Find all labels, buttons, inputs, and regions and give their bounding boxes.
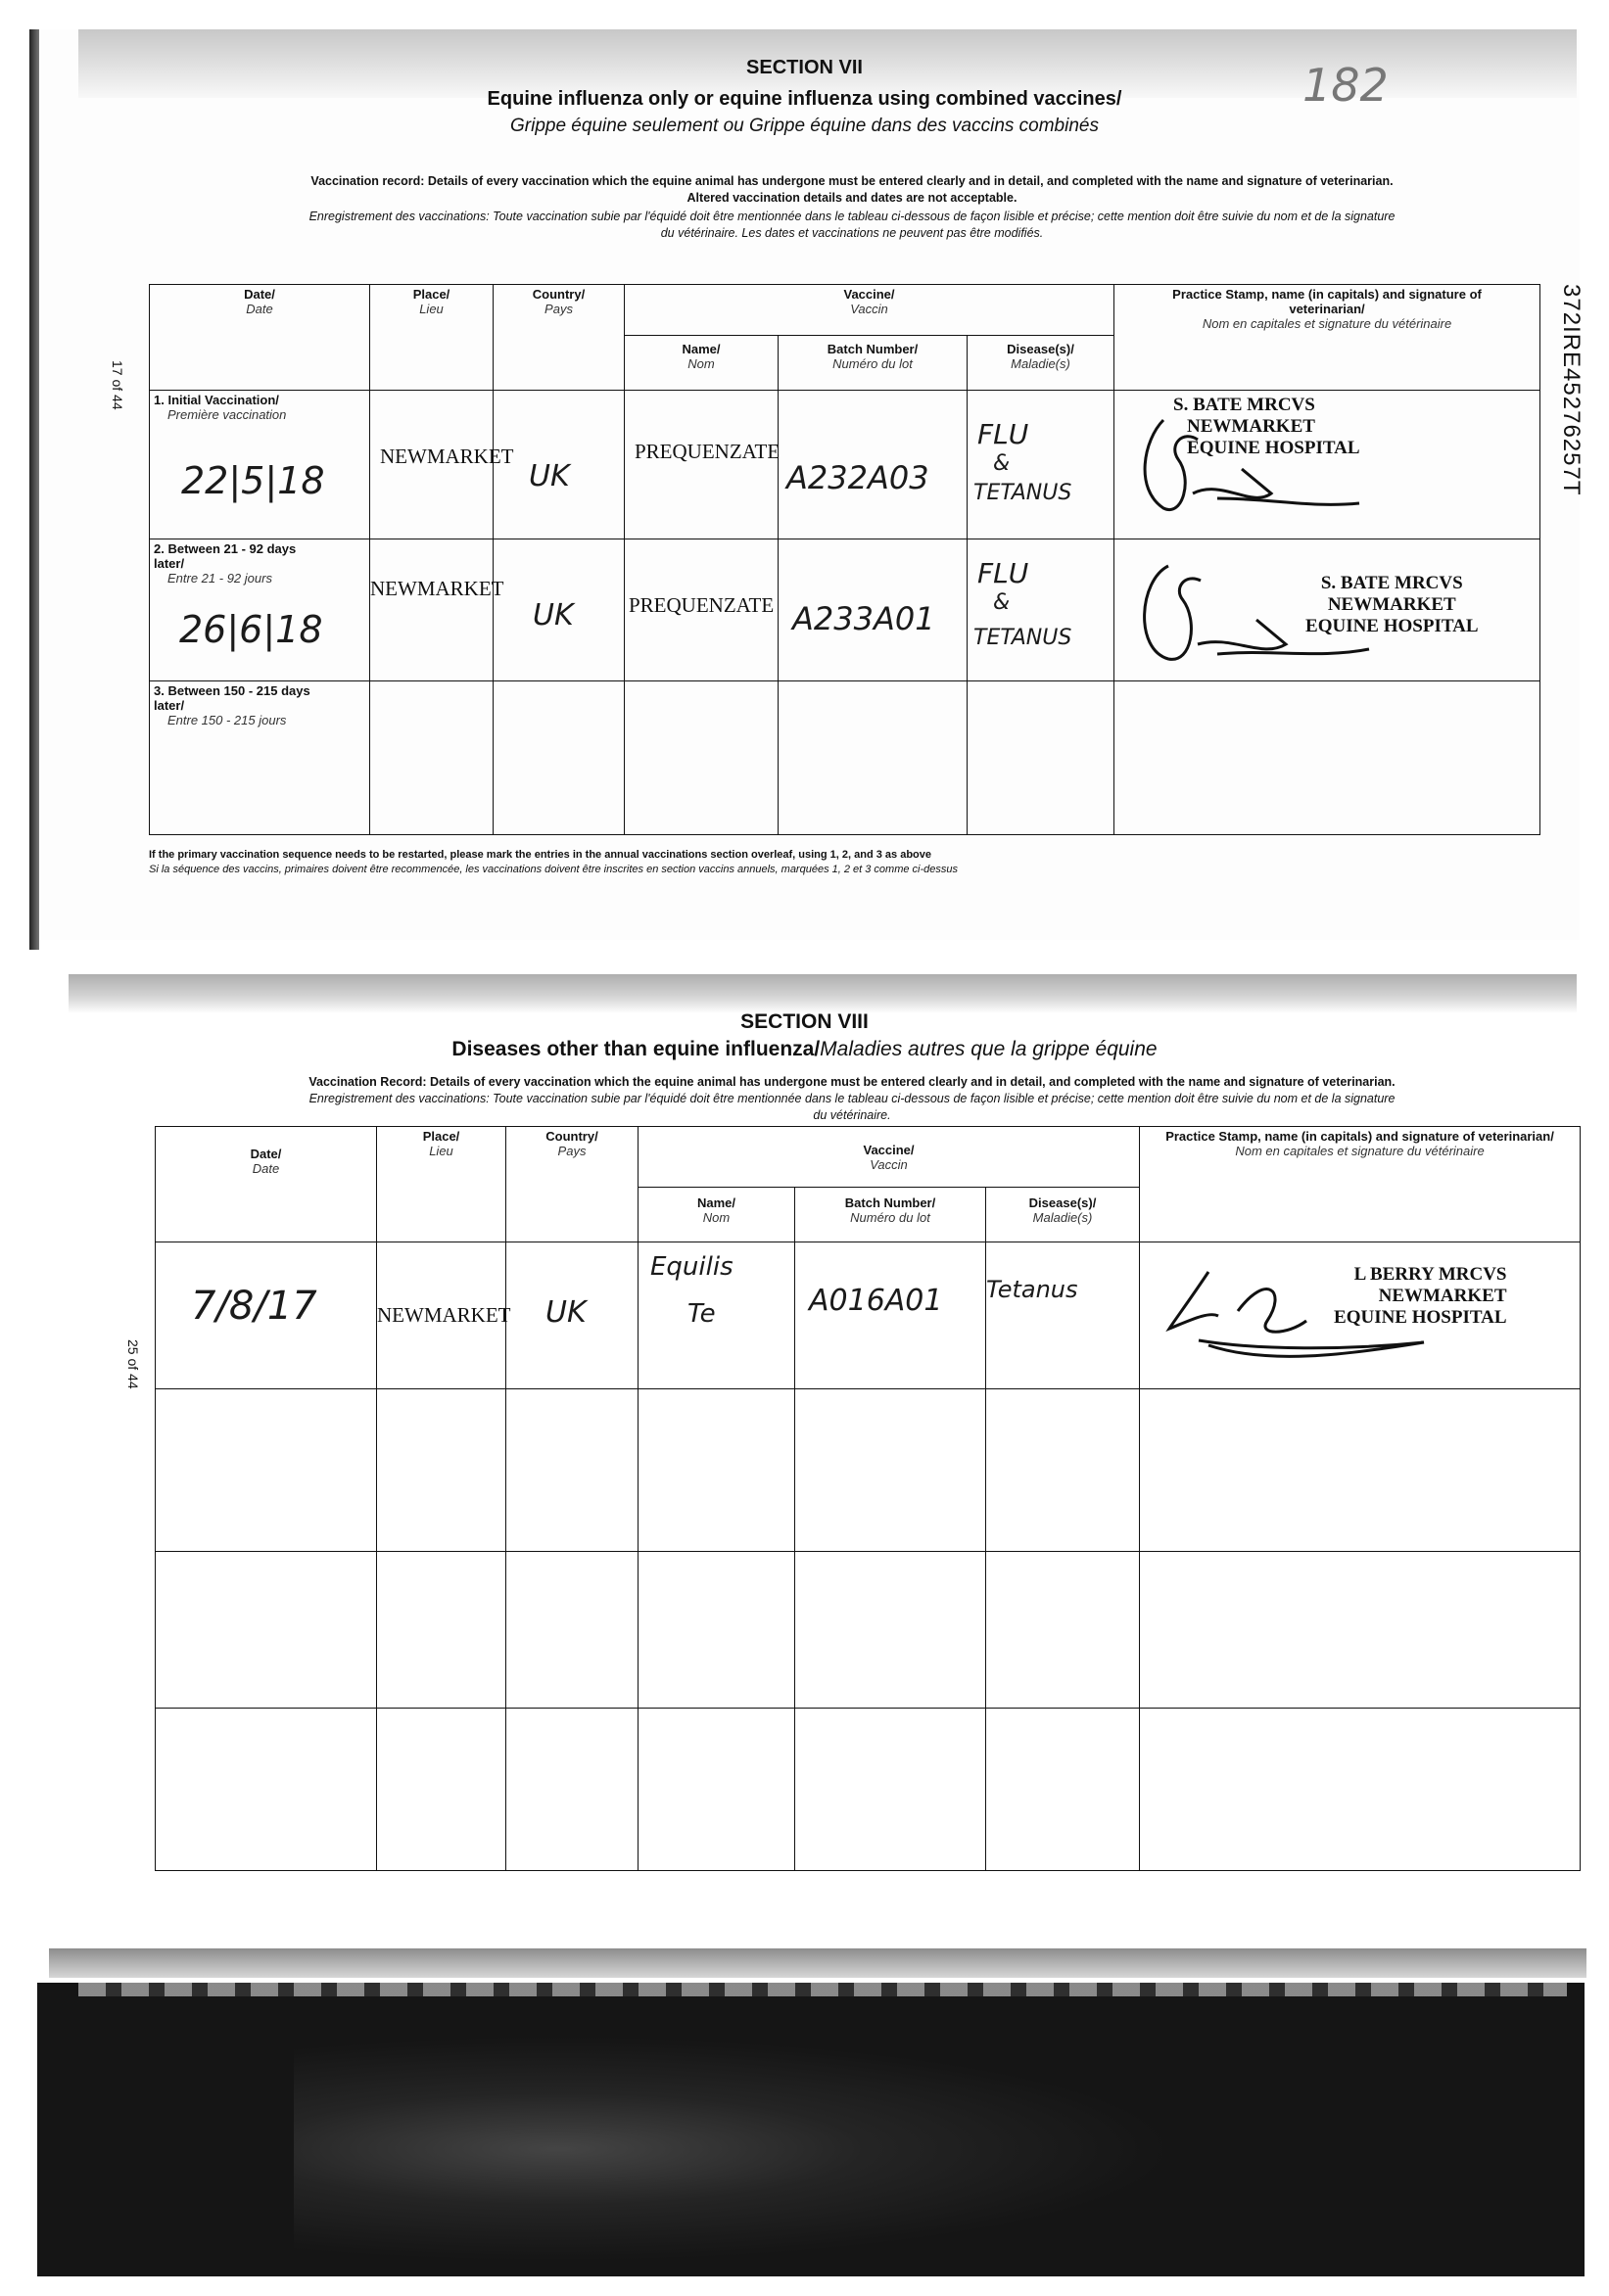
row1-name-cell — [625, 391, 779, 539]
s8-row1-batch-cell — [795, 1242, 986, 1389]
section7-table — [149, 284, 1540, 835]
row1-label-fr: Première vaccination — [167, 407, 287, 422]
s8-header-batch-label-fr: Numéro du lot — [850, 1210, 930, 1225]
table-row — [150, 681, 1540, 835]
s8-row1-stamp-line2: NEWMARKET — [1378, 1286, 1507, 1306]
row3-disease-cell — [968, 681, 1114, 835]
section7-note-en-2: Altered vaccination details and dates are not acceptable. — [686, 191, 1017, 205]
header-place — [370, 285, 494, 391]
section7-page-label: 17 of 44 — [110, 360, 125, 410]
s8-header-country-label: Country/ — [545, 1129, 598, 1144]
scanner-texture — [294, 2037, 1175, 2262]
row2-stamp-line2: NEWMARKET — [1327, 594, 1456, 615]
row2-place: NEWMARKET — [370, 577, 504, 600]
s8-row4-name-cell — [639, 1709, 795, 1871]
s8-row1-date: 7/8/17 — [191, 1284, 317, 1329]
s8-row2-batch-cell — [795, 1389, 986, 1552]
row2-disease-3: TETANUS — [973, 626, 1072, 650]
header-disease — [968, 336, 1114, 391]
row1-batch-cell — [779, 391, 968, 539]
section8-page-label: 25 of 44 — [125, 1339, 141, 1389]
binder-edge — [78, 1983, 1567, 1996]
s8-header-date — [156, 1127, 377, 1242]
header-vaccine-label: Vaccine/ — [843, 287, 895, 302]
row2-name: PREQUENZATE — [629, 593, 775, 617]
s8-row4-date-cell — [156, 1709, 377, 1871]
header-disease-label-fr: Maladie(s) — [1011, 356, 1070, 371]
row2-place-cell — [370, 539, 504, 681]
row1-stamp-line2: NEWMARKET — [1187, 416, 1315, 437]
row1-country-cell — [494, 391, 625, 539]
s8-row1-country-cell — [506, 1242, 639, 1389]
section8-title: SECTION VIII — [740, 1010, 869, 1033]
row2-date-cell — [150, 539, 370, 681]
row1-date-cell — [150, 391, 370, 539]
s8-row1-date-cell — [156, 1242, 377, 1389]
page-mark: 182 — [1302, 59, 1389, 112]
row1-disease-2: & — [993, 451, 1011, 476]
row2-label-fr: Entre 21 - 92 jours — [167, 571, 272, 586]
header-country — [494, 285, 625, 391]
s8-row1-disease-cell — [986, 1242, 1140, 1389]
header-place-label-fr: Lieu — [419, 302, 444, 316]
header-batch-label-fr: Numéro du lot — [832, 356, 913, 371]
s8-row3-date-cell — [156, 1552, 377, 1709]
s8-row1-stamp-line1: L BERRY MRCVS — [1353, 1264, 1507, 1285]
s8-row2-country-cell — [506, 1389, 639, 1552]
table-row — [150, 539, 1540, 681]
row1-date: 22|5|18 — [181, 459, 325, 502]
section7-note-en-1: Vaccination record: Details of every vaccination which the equine animal has undergone must be entered clearly and in detail, and completed with the name and signature of veterinarian. — [310, 174, 1394, 188]
row2-country: UK — [533, 598, 574, 633]
row2-stamp-line1: S. BATE MRCVS — [1320, 573, 1463, 593]
row3-place-cell — [370, 681, 494, 835]
row1-disease-3: TETANUS — [973, 481, 1072, 505]
header-disease-label: Disease(s)/ — [1007, 342, 1074, 356]
s8-row1-disease: Tetanus — [986, 1276, 1078, 1303]
section8-subtitle-fr: Maladies autres que la grippe équine — [820, 1038, 1158, 1060]
section7-footer-en: If the primary vaccination sequence needs to be restarted, please mark the entries in the annual vaccinations section overleaf, using 1, 2, and 3 as above — [149, 849, 932, 861]
row2-batch-cell — [779, 539, 968, 681]
row1-signature — [1124, 400, 1379, 528]
row2-country-cell — [494, 539, 625, 681]
s8-row3-disease-cell — [986, 1552, 1140, 1709]
s8-row1-name-1: Equilis — [650, 1252, 734, 1282]
s8-header-name — [639, 1188, 795, 1242]
row1-country: UK — [529, 459, 570, 493]
section7-note-fr-2: du vétérinaire. Les dates et vaccinations ne peuvent pas être modifiés. — [660, 226, 1044, 240]
header-name — [625, 336, 779, 391]
row1-stamp-cell — [1114, 391, 1540, 539]
header-batch-label: Batch Number/ — [827, 342, 919, 356]
s8-row2-name-cell — [639, 1389, 795, 1552]
row3-label: 3. Between 150 - 215 days later/ — [154, 683, 310, 713]
s8-header-date-label-fr: Date — [252, 1161, 280, 1176]
header-date-label-fr: Date — [246, 302, 273, 316]
row1-disease-cell — [968, 391, 1114, 539]
row1-name: PREQUENZATE — [635, 440, 781, 463]
row1-place: NEWMARKET — [380, 445, 514, 468]
s8-header-name-label: Name/ — [696, 1195, 736, 1210]
s8-header-disease-label-fr: Maladie(s) — [1032, 1210, 1093, 1225]
s8-row1-country: UK — [545, 1295, 587, 1330]
row2-stamp-line3: EQUINE HOSPITAL — [1305, 616, 1479, 636]
header-batch — [779, 336, 968, 391]
row1-stamp-line1: S. BATE MRCVS — [1173, 395, 1315, 415]
s8-row4-stamp-cell — [1140, 1709, 1581, 1871]
s8-row1-signature — [1150, 1252, 1443, 1370]
row2-batch: A233A01 — [792, 600, 935, 637]
s8-header-place-label: Place/ — [422, 1129, 460, 1144]
page2-bottom-edge — [49, 1948, 1586, 1978]
header-country-label-fr: Pays — [544, 302, 573, 316]
header-country-label: Country/ — [532, 287, 586, 302]
row1-place-cell — [370, 391, 514, 539]
row1-batch: A232A03 — [786, 459, 929, 496]
s8-row3-batch-cell — [795, 1552, 986, 1709]
table-row — [150, 391, 1540, 539]
section8-subtitle-en: Diseases other than equine influenza/ — [451, 1038, 821, 1060]
s8-header-stamp — [1140, 1127, 1581, 1242]
s8-header-stamp-label: Practice Stamp, name (in capitals) and signature of veterinarian/ — [1165, 1129, 1554, 1144]
row2-label: 2. Between 21 - 92 days later/ — [154, 541, 297, 571]
side-document-number: 372IRE45276257T — [1558, 284, 1585, 496]
s8-header-date-label: Date/ — [250, 1147, 282, 1161]
s8-header-stamp-label-fr: Nom en capitales et signature du vétérinaire — [1235, 1144, 1485, 1158]
header-name-label: Name/ — [682, 342, 721, 356]
section7-note-fr-1: Enregistrement des vaccinations: Toute vaccination subie par l'équidé doit être mentionnée dans le tableau ci-dessous de façon lisible et précise; cette mention doit être suivie du nom et de la signature — [308, 210, 1396, 223]
s8-row1-batch: A016A01 — [809, 1284, 943, 1318]
s8-header-name-label-fr: Nom — [702, 1210, 731, 1225]
section8-table — [155, 1126, 1581, 1871]
page2-shadow — [69, 974, 1577, 1013]
row3-name-cell — [625, 681, 779, 835]
s8-row1-name-2: Te — [687, 1299, 716, 1329]
row2-name-cell — [625, 539, 779, 681]
s8-header-place — [377, 1127, 506, 1242]
s8-row3-stamp-cell — [1140, 1552, 1581, 1709]
s8-header-vaccine-label-fr: Vaccin — [870, 1157, 908, 1172]
table-row — [156, 1389, 1581, 1552]
s8-row4-place-cell — [377, 1709, 506, 1871]
s8-row3-name-cell — [639, 1552, 795, 1709]
s8-header-batch-label: Batch Number/ — [844, 1195, 936, 1210]
header-date — [150, 285, 370, 391]
section7-footer-fr: Si la séquence des vaccins, primaires doivent être recommencée, les vaccinations doivent être inscrites en section vaccins annuels, marquées 1, 2 et 3 comme ci-dessus — [149, 864, 959, 875]
s8-row1-name-cell — [639, 1242, 795, 1389]
s8-row4-disease-cell — [986, 1709, 1140, 1871]
s8-row2-place-cell — [377, 1389, 506, 1552]
s8-row3-place-cell — [377, 1552, 506, 1709]
s8-header-place-label-fr: Lieu — [429, 1144, 453, 1158]
s8-row1-place: NEWMARKET — [377, 1303, 511, 1327]
s8-header-country-label-fr: Pays — [557, 1144, 587, 1158]
row3-batch-cell — [779, 681, 968, 835]
s8-row2-disease-cell — [986, 1389, 1140, 1552]
s8-header-vaccine — [639, 1127, 1140, 1188]
header-place-label: Place/ — [412, 287, 450, 302]
header-vaccine — [625, 285, 1114, 336]
row3-label-fr: Entre 150 - 215 jours — [167, 713, 287, 727]
table-row — [156, 1709, 1581, 1871]
section8-note-fr-2: du vétérinaire. — [813, 1108, 891, 1122]
s8-header-disease — [986, 1188, 1140, 1242]
row2-stamp-cell — [1114, 539, 1540, 681]
section8-subtitle — [0, 1038, 1609, 1061]
s8-header-disease-label: Disease(s)/ — [1028, 1195, 1097, 1210]
header-stamp-label: Practice Stamp, name (in capitals) and signature of veterinarian/ — [1172, 287, 1482, 316]
row3-date-cell — [150, 681, 370, 835]
header-date-label: Date/ — [244, 287, 275, 302]
page1-left-edge — [29, 29, 39, 950]
table-row — [156, 1552, 1581, 1709]
header-vaccine-label-fr: Vaccin — [850, 302, 888, 316]
header-name-label-fr: Nom — [687, 356, 715, 371]
s8-row2-date-cell — [156, 1389, 377, 1552]
s8-header-vaccine-label: Vaccine/ — [863, 1143, 915, 1157]
row2-disease-1: FLU — [977, 557, 1029, 589]
table-row — [156, 1242, 1581, 1389]
row3-country-cell — [494, 681, 625, 835]
row2-disease-cell — [968, 539, 1114, 681]
s8-header-country — [506, 1127, 639, 1242]
row2-date: 26|6|18 — [179, 608, 323, 651]
s8-row1-stamp-cell — [1140, 1242, 1581, 1389]
row1-label: 1. Initial Vaccination/ — [154, 393, 279, 407]
section7-subtitle-fr: Grippe équine seulement ou Grippe équine dans des vaccins combinés — [510, 116, 1099, 136]
s8-row3-country-cell — [506, 1552, 639, 1709]
header-stamp — [1114, 285, 1540, 391]
s8-row4-country-cell — [506, 1709, 639, 1871]
s8-row2-stamp-cell — [1140, 1389, 1581, 1552]
section7-subtitle-en: Equine influenza only or equine influenza using combined vaccines/ — [487, 88, 1122, 110]
section8-note-fr-1: Enregistrement des vaccinations: Toute vaccination subie par l'équidé doit être mentionnée dans le tableau ci-dessous de façon lisible et précise; cette mention doit être suivie du nom et de la signature — [308, 1092, 1396, 1105]
row1-stamp-line3: EQUINE HOSPITAL — [1187, 438, 1360, 458]
section7-title: SECTION VII — [746, 57, 863, 78]
s8-row4-batch-cell — [795, 1709, 986, 1871]
section8-note-en: Vaccination Record: Details of every vaccination which the equine animal has undergone must be entered clearly and in detail, and completed with the name and signature of veterinarian. — [308, 1075, 1396, 1089]
s8-row1-stamp-line3: EQUINE HOSPITAL — [1334, 1307, 1507, 1328]
s8-header-batch — [795, 1188, 986, 1242]
s8-row1-place-cell — [377, 1242, 511, 1389]
row2-signature — [1124, 551, 1379, 679]
row2-disease-2: & — [993, 590, 1011, 615]
row1-disease-1: FLU — [977, 418, 1029, 450]
row3-stamp-cell — [1114, 681, 1540, 835]
header-stamp-label-fr: Nom en capitales et signature du vétérinaire — [1202, 316, 1452, 331]
